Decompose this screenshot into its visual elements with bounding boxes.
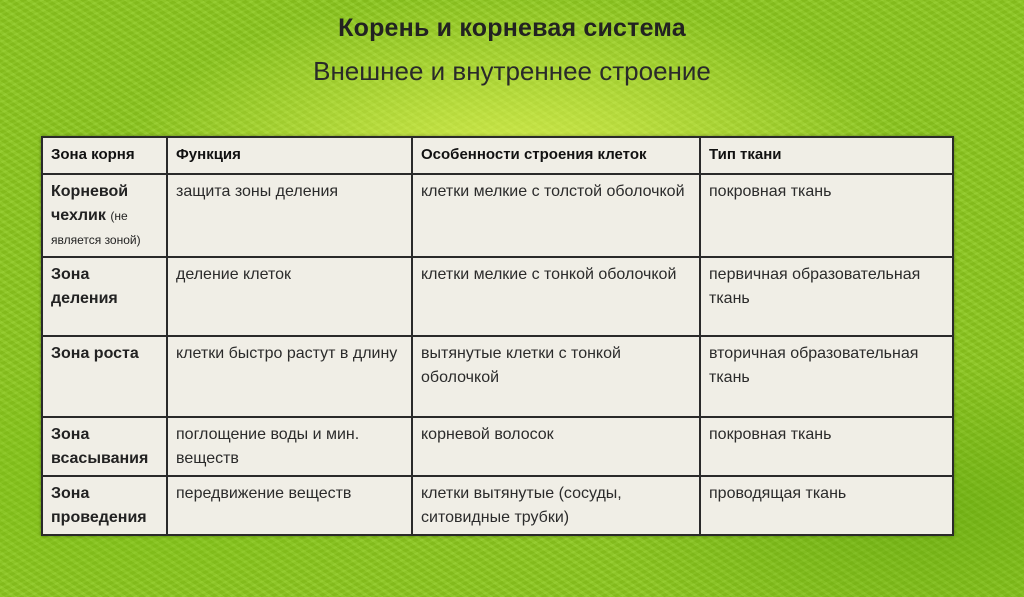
table-row [42, 257, 953, 336]
header-cell-structure: Особенности строения клеток [412, 137, 700, 174]
root-zones-table [41, 136, 954, 536]
header-tissue-type: Тип ткани [700, 137, 953, 174]
zone-note: (не является зоной) [51, 209, 141, 247]
table-row [42, 417, 953, 476]
cells-cell: корневой волосок [412, 417, 700, 476]
slide-title: Корень и корневая система [338, 14, 686, 42]
header-function: Функция [167, 137, 412, 174]
table-row [42, 336, 953, 417]
cells-cell: клетки вытянутые (сосуды, ситовидные трубки) [412, 476, 700, 535]
header-zone: Зона корня [42, 137, 167, 174]
zone-cell: Зона проведения [42, 476, 167, 535]
table-row [42, 174, 953, 257]
table-header-row [42, 137, 953, 174]
zone-cell [42, 174, 167, 257]
zone-cell: Зона деления [42, 257, 167, 336]
zone-name: Корневой чехлик [51, 183, 129, 224]
function-cell: поглощение воды и мин. веществ [167, 417, 412, 476]
function-cell: передвижение веществ [167, 476, 412, 535]
table-row [42, 476, 953, 535]
function-cell: деление клеток [167, 257, 412, 336]
tissue-cell: вторичная образовательная ткань [700, 336, 953, 417]
cells-cell: клетки мелкие с тонкой оболочкой [412, 257, 700, 336]
tissue-cell: проводящая ткань [700, 476, 953, 535]
function-cell: клетки быстро растут в длину [167, 336, 412, 417]
cells-cell: вытянутые клетки с тонкой оболочкой [412, 336, 700, 417]
slide-subtitle: Внешнее и внутреннее строение [313, 56, 711, 86]
tissue-cell: покровная ткань [700, 174, 953, 257]
zone-cell: Зона роста [42, 336, 167, 417]
tissue-cell: покровная ткань [700, 417, 953, 476]
tissue-cell: первичная образовательная ткань [700, 257, 953, 336]
cells-cell: клетки мелкие с толстой оболочкой [412, 174, 700, 257]
zone-cell: Зона всасывания [42, 417, 167, 476]
function-cell: защита зоны деления [167, 174, 412, 257]
